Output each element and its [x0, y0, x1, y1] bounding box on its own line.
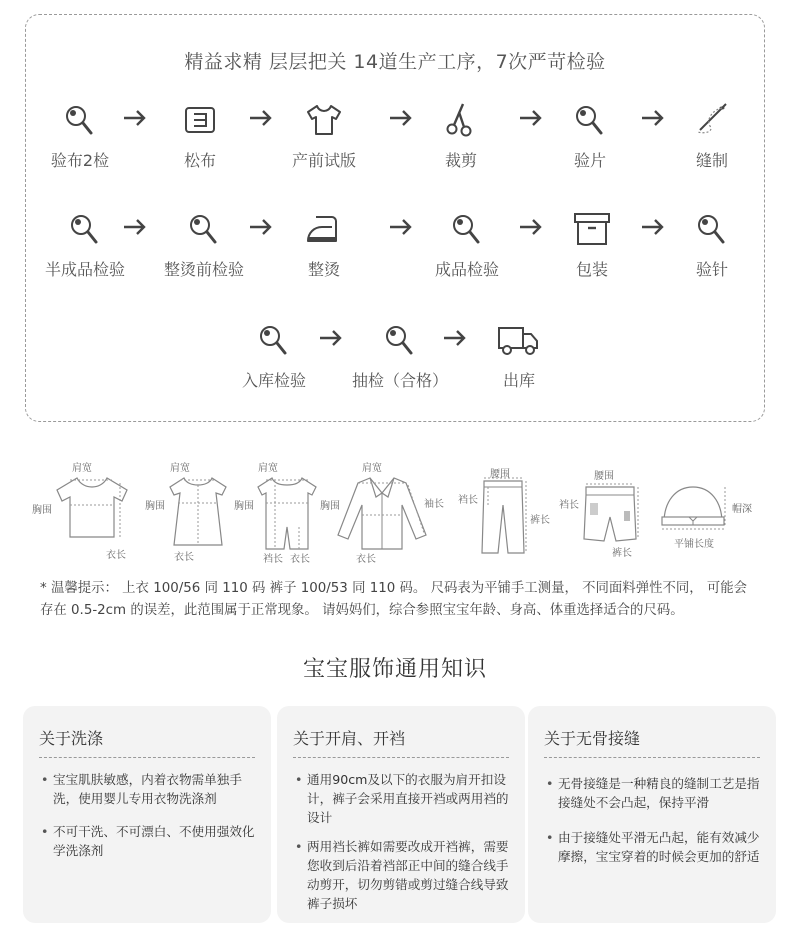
scissors-icon [441, 100, 481, 140]
list-item: • 由于接缝处平滑无凸起，能有效减少摩擦，宝宝穿着的时候会更加的舒适 [544, 828, 760, 866]
list-item: • 两用裆长裤如需要改成开裆裤，需要您收到后沿着裆部正中间的缝合线手动剪开，切勿剪错或剪过缝合线导致裤子损坏 [293, 837, 509, 913]
label-inseam: 裆长 [559, 500, 579, 511]
shorts-diagram [580, 481, 640, 543]
truck-icon [497, 320, 541, 360]
box-icon [572, 209, 612, 249]
label-length: 衣长 [106, 550, 126, 561]
tshirt-diagram [52, 475, 132, 540]
label-inseam: 裆长 [263, 554, 283, 565]
tshirt-icon [304, 100, 344, 140]
magnifier-icon [570, 100, 610, 140]
step-cutting: 裁剪 [401, 100, 521, 171]
list-item: • 不可干洗、不可漂白、不使用强效化学洗涤剂 [39, 822, 255, 860]
magnifier-icon [254, 320, 294, 360]
step-fabric-inspection: 验布2检 [20, 100, 140, 171]
label-sleeve: 袖长 [424, 499, 444, 510]
card-title: 关于开肩、开裆 [293, 726, 509, 758]
process-title: 精益求精 层层把关 14道生产工序，7次严苛检验 [184, 51, 606, 73]
label-shoulder: 肩宽 [258, 463, 278, 474]
label-flat-length: 平铺长度 [674, 539, 714, 550]
iron-icon [304, 209, 344, 249]
label-length: 衣长 [356, 554, 376, 565]
label-chest: 胸围 [234, 501, 254, 512]
jacket-diagram [332, 475, 432, 551]
needle-thread-icon [692, 100, 732, 140]
step-spot-check: 抽检（合格） [340, 320, 460, 391]
step-semi-finished-inspection: 半成品检验 [25, 209, 145, 280]
magnifier-icon [184, 209, 224, 249]
romper-diagram [252, 475, 322, 551]
label-chest: 胸围 [32, 505, 52, 516]
step-piece-inspection: 验片 [530, 100, 650, 171]
step-needle-check: 验针 [652, 209, 772, 280]
magnifier-icon [60, 100, 100, 140]
step-warehouse-inspection: 入库检验 [214, 320, 334, 391]
step-sewing: 缝制 [652, 100, 772, 171]
label-pants-length: 裤长 [530, 515, 550, 526]
label-hat-depth: 帽深 [732, 504, 752, 515]
label-shoulder: 肩宽 [72, 463, 92, 474]
label-waist: 腰围 [594, 471, 614, 482]
card-title: 关于洗涤 [39, 726, 255, 758]
label-length: 衣长 [174, 552, 194, 563]
list-item: • 无骨接缝是一种精良的缝制工艺是指接缝处不会凸起，保持平滑 [544, 774, 760, 812]
hat-diagram [658, 481, 728, 533]
label-inseam: 裆长 [458, 495, 478, 506]
magnifier-icon [380, 320, 420, 360]
list-item: • 宝宝肌肤敏感，内着衣物需单独手洗，使用婴儿专用衣物洗涤剂 [39, 770, 255, 808]
knowledge-title: 宝宝服饰通用知识 [302, 657, 487, 682]
label-waist: 腰围 [490, 469, 510, 480]
step-finished-inspection: 成品检验 [407, 209, 527, 280]
magnifier-icon [447, 209, 487, 249]
label-pants-length: 裤长 [612, 548, 632, 559]
size-chart [30, 455, 770, 570]
card-openings [277, 706, 525, 923]
step-packaging: 包装 [532, 209, 652, 280]
list-item: • 通用90cm及以下的衣服为肩开扣设计，裤子会采用直接开裆或两用裆的设计 [293, 770, 509, 827]
pants-diagram [478, 475, 528, 555]
step-shipping: 出库 [459, 320, 579, 391]
size-tips: * 温馨提示： 上衣 100/56 同 110 码 裤子 100/53 同 110 码。 尺码表为平铺手工测量， 不同面料弹性不同， 可能会存在 0.5-2cm 的误差，此范围属于正常现象。 请妈妈们，综合参照宝宝年龄、身高、体重选择适合的尺码。 [40, 581, 748, 618]
step-pre-production-sample: 产前试版 [264, 100, 384, 171]
label-chest: 胸围 [320, 501, 340, 512]
step-pre-ironing-inspection: 整烫前检验 [144, 209, 264, 280]
card-seamless [528, 706, 776, 923]
card-title: 关于无骨接缝 [544, 726, 760, 758]
step-relax-fabric: 松布 [140, 100, 260, 171]
label-shoulder: 肩宽 [170, 463, 190, 474]
label-chest: 胸围 [145, 501, 165, 512]
fabric-roll-icon [180, 100, 220, 140]
magnifier-icon [65, 209, 105, 249]
dress-diagram [162, 475, 234, 547]
label-shoulder: 肩宽 [362, 463, 382, 474]
label-length: 衣长 [290, 554, 310, 565]
card-washing [23, 706, 271, 923]
step-ironing: 整烫 [264, 209, 384, 280]
magnifier-icon [692, 209, 732, 249]
